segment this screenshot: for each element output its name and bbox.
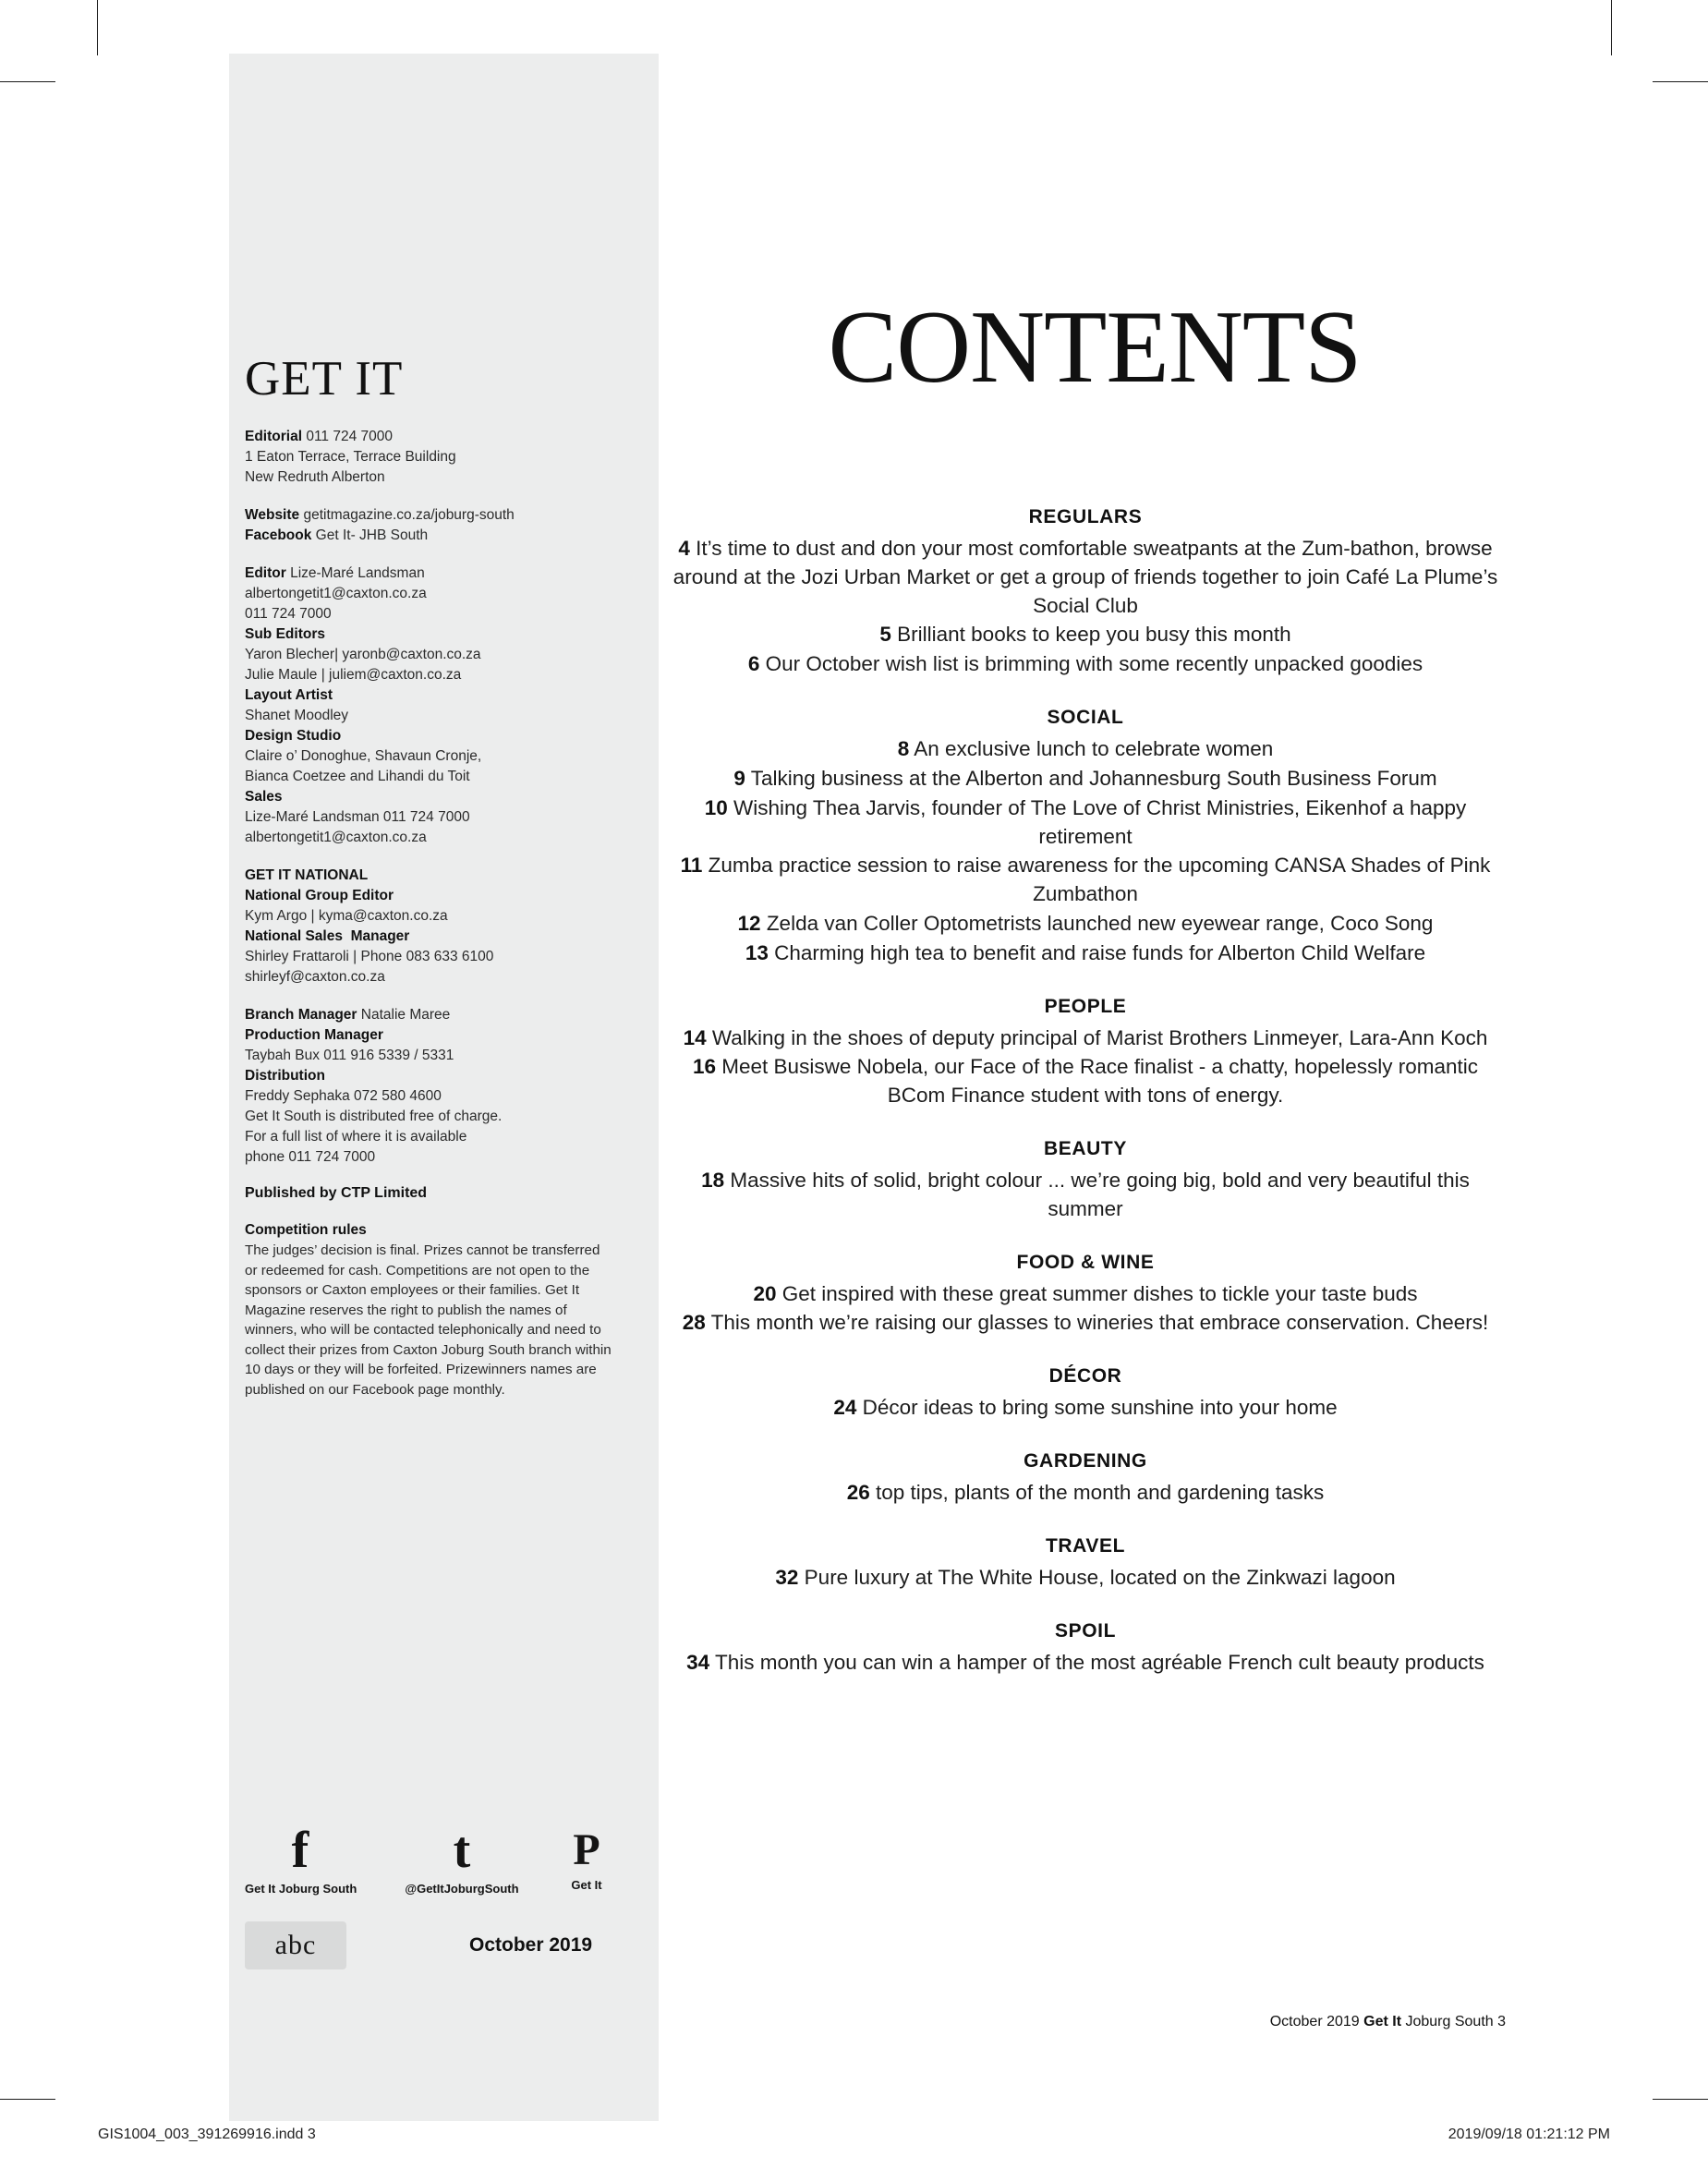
- social-twitter-label: @GetItJoburgSouth: [405, 1882, 519, 1896]
- print-slug-right: 2019/09/18 01:21:12 PM: [1448, 2126, 1610, 2142]
- toc-entry[interactable]: [665, 910, 1506, 939]
- masthead-line: [245, 1147, 633, 1168]
- toc-entry[interactable]: [665, 1167, 1506, 1224]
- toc-entry-page: 9: [733, 766, 745, 790]
- masthead-line-label: Design Studio: [245, 728, 342, 744]
- masthead-line-value: Get It- JHB South: [311, 527, 429, 543]
- masthead-line: [245, 563, 633, 584]
- masthead-line: [245, 726, 633, 746]
- footer-prefix: October 2019: [1269, 2014, 1364, 2030]
- toc-entry-text: Walking in the shoes of deputy principal of Marist Brothers Linmeyer, Lara-Ann Koch: [706, 1025, 1488, 1049]
- masthead-line: [245, 787, 633, 807]
- masthead-line-value: Lize-Maré Landsman 011 724 7000: [245, 809, 470, 825]
- masthead-line-value: Bianca Coetzee and Lihandi du Toit: [245, 769, 470, 784]
- toc-section-heading: REGULARS: [1028, 506, 1143, 527]
- masthead-line-label: National Group Editor: [245, 888, 394, 903]
- masthead-line-label: Production Manager: [245, 1027, 383, 1043]
- masthead-block: [245, 505, 633, 546]
- page-footer: [665, 2014, 1506, 2030]
- page-title: CONTENTS: [828, 290, 1362, 405]
- toc-entry-page: 10: [704, 795, 728, 819]
- print-slug-left: GIS1004_003_391269916.indd 3: [98, 2126, 316, 2142]
- social-facebook[interactable]: [245, 1824, 356, 1896]
- toc-section-heading: FOOD & WINE: [1016, 1251, 1155, 1273]
- toc-section: [665, 1620, 1506, 1678]
- toc-entry-page: 26: [846, 1481, 870, 1505]
- masthead-line-value: 1 Eaton Terrace, Terrace Building: [245, 449, 456, 465]
- toc-entry-page: 11: [680, 854, 703, 878]
- masthead-line-label: Editor: [245, 565, 286, 581]
- masthead-line-value: phone 011 724 7000: [245, 1149, 376, 1165]
- masthead-line-value: Lize-Maré Landsman: [285, 565, 425, 581]
- toc-entry-text: Pure luxury at The White House, located on the Zinkwazi lagoon: [798, 1565, 1396, 1589]
- toc-entry-page: 8: [897, 737, 910, 761]
- masthead-line: [245, 624, 633, 645]
- magazine-logo: GET IT: [245, 352, 404, 406]
- toc-entry[interactable]: [665, 621, 1506, 649]
- toc-entry[interactable]: [665, 535, 1506, 620]
- toc-entry[interactable]: [665, 1479, 1506, 1508]
- masthead-line-value: 011 724 7000: [302, 429, 393, 444]
- toc-entry-page: 4: [678, 537, 690, 560]
- table-of-contents: [665, 506, 1506, 1705]
- masthead-line-label: Editorial: [245, 429, 303, 444]
- masthead-line-value: getitmagazine.co.za/joburg-south: [299, 507, 515, 523]
- toc-entry[interactable]: [665, 650, 1506, 679]
- crop-mark: [97, 0, 98, 55]
- toc-entry[interactable]: [665, 1280, 1506, 1309]
- toc-entry[interactable]: [665, 765, 1506, 794]
- masthead-line: [245, 1025, 633, 1046]
- masthead-line-value: shirleyf@caxton.co.za: [245, 969, 385, 985]
- toc-entry[interactable]: [665, 1024, 1506, 1053]
- toc-entry-text: Décor ideas to bring some sunshine into your home: [856, 1396, 1338, 1420]
- masthead-line: [245, 427, 633, 447]
- toc-section-heading: TRAVEL: [1045, 1534, 1126, 1557]
- masthead-line: [245, 505, 633, 526]
- masthead-block: [245, 563, 633, 848]
- masthead-line-value: Claire o’ Donoghue, Shavaun Cronje,: [245, 748, 482, 764]
- masthead-line: [245, 866, 633, 886]
- toc-section: [665, 996, 1506, 1110]
- toc-entry[interactable]: [665, 1053, 1506, 1110]
- toc-section: [665, 1450, 1506, 1508]
- toc-entry[interactable]: [665, 794, 1506, 852]
- toc-entry-text: Brilliant books to keep you busy this month: [890, 623, 1291, 647]
- masthead-line-value: Julie Maule | juliem@caxton.co.za: [245, 667, 462, 683]
- toc-entry[interactable]: [665, 1649, 1506, 1678]
- toc-section-heading: BEAUTY: [1044, 1138, 1127, 1159]
- masthead-line-label: National Sales Manager: [245, 928, 410, 944]
- masthead-line: [245, 886, 633, 906]
- social-pinterest[interactable]: [550, 1825, 624, 1892]
- footer-brand: Get It: [1363, 2014, 1402, 2030]
- toc-entry-text: This month you can win a hamper of the most agréable French cult beauty products: [709, 1650, 1484, 1674]
- toc-entry-page: 28: [682, 1311, 706, 1335]
- social-facebook-label: Get It Joburg South: [245, 1882, 357, 1896]
- masthead-line: [245, 1005, 633, 1025]
- masthead-line-value: albertongetit1@caxton.co.za: [245, 830, 427, 845]
- masthead-line: [245, 467, 633, 488]
- masthead-line: [245, 1127, 633, 1147]
- toc-entry-text: Meet Busiswe Nobela, our Face of the Race finalist - a chatty, hopelessly romantic BCom Finance student with tons of energy.: [716, 1055, 1478, 1108]
- masthead-line-value: albertongetit1@caxton.co.za: [245, 586, 427, 601]
- masthead-line-value: Yaron Blecher| yaronb@caxton.co.za: [245, 647, 481, 662]
- masthead-line-value: Shirley Frattaroli | Phone 083 633 6100: [245, 949, 494, 964]
- masthead-block: [245, 1005, 633, 1168]
- toc-section-heading: DÉCOR: [1048, 1365, 1122, 1387]
- toc-section: [665, 707, 1506, 968]
- masthead-line-label: Branch Manager: [245, 1007, 357, 1023]
- masthead-line: [245, 967, 633, 988]
- toc-entry-text: An exclusive lunch to celebrate women: [909, 737, 1274, 761]
- social-pinterest-label: Get It: [571, 1878, 602, 1892]
- abc-logo: abc: [245, 1921, 346, 1969]
- masthead-line-label: Facebook: [245, 527, 312, 543]
- toc-entry-page: 12: [737, 911, 761, 935]
- toc-entry-page: 32: [775, 1565, 799, 1589]
- masthead-line-value: 011 724 7000: [245, 606, 332, 622]
- published-by: Published by CTP Limited: [245, 1185, 428, 1201]
- masthead-line-value: For a full list of where it is available: [245, 1129, 467, 1145]
- masthead-line: [245, 1107, 633, 1127]
- facebook-icon: f: [291, 1822, 309, 1879]
- crop-mark: [1653, 2099, 1708, 2100]
- social-twitter[interactable]: [397, 1824, 527, 1896]
- toc-entry-page: 6: [747, 652, 760, 676]
- masthead-line-label: Layout Artist: [245, 687, 333, 703]
- masthead-line: [245, 1066, 633, 1086]
- crop-mark: [1611, 0, 1612, 55]
- toc-section: [665, 1535, 1506, 1593]
- masthead-line: [245, 604, 633, 624]
- masthead-line: [245, 906, 633, 927]
- competition-rules-title: Competition rules: [245, 1222, 367, 1238]
- toc-section-heading: SPOIL: [1054, 1619, 1116, 1642]
- masthead-line: [245, 526, 633, 546]
- toc-entry-text: It’s time to dust and don your most comfortable sweatpants at the Zum-bathon, browse around at the Jozi Urban Market or get a group of friends together to join Café La Plume’s Social Club: [672, 537, 1498, 617]
- toc-entry-text: Our October wish list is brimming with some recently unpacked goodies: [759, 652, 1423, 676]
- masthead-line: [245, 584, 633, 604]
- masthead-line-value: Taybah Bux 011 916 5339 / 5331: [245, 1048, 454, 1063]
- masthead-line: [245, 1086, 633, 1107]
- toc-entry-text: Charming high tea to benefit and raise funds for Alberton Child Welfare: [768, 940, 1426, 964]
- toc-section: [665, 1365, 1506, 1423]
- masthead-line: [245, 807, 633, 828]
- pinterest-icon: P: [573, 1825, 600, 1874]
- masthead-block: [245, 427, 633, 488]
- toc-entry-page: 16: [693, 1055, 717, 1079]
- masthead-line: [245, 645, 633, 665]
- toc-entry[interactable]: [665, 1564, 1506, 1593]
- toc-entry-page: 18: [701, 1169, 725, 1192]
- toc-entry[interactable]: [665, 1309, 1506, 1338]
- toc-entry-page: 14: [683, 1025, 707, 1049]
- toc-entry[interactable]: [665, 939, 1506, 968]
- masthead-line: [245, 1046, 633, 1066]
- crop-mark: [0, 81, 55, 82]
- masthead-content: [245, 351, 642, 1400]
- masthead-line-value: Shanet Moodley: [245, 708, 349, 723]
- toc-section: [665, 1138, 1506, 1224]
- toc-entry-page: 13: [745, 940, 769, 964]
- masthead-line: [245, 828, 633, 848]
- toc-entry-text: top tips, plants of the month and gardening tasks: [869, 1481, 1325, 1505]
- masthead-line-value: Freddy Sephaka 072 580 4600: [245, 1088, 442, 1104]
- toc-section-heading: PEOPLE: [1044, 995, 1127, 1017]
- toc-entry[interactable]: [665, 1394, 1506, 1423]
- toc-section-heading: GARDENING: [1024, 1450, 1147, 1472]
- toc-entry-page: 24: [833, 1396, 857, 1420]
- toc-entry-page: 5: [879, 623, 891, 647]
- masthead-line: [245, 927, 633, 947]
- toc-entry[interactable]: [665, 852, 1506, 909]
- masthead-line: [245, 685, 633, 706]
- masthead-block: [245, 866, 633, 988]
- masthead-line-label: GET IT NATIONAL: [245, 867, 369, 883]
- masthead-credits: [245, 427, 642, 1168]
- crop-mark: [1653, 81, 1708, 82]
- masthead-line: [245, 947, 633, 967]
- toc-entry-text: Zelda van Coller Optometrists launched new eyewear range, Coco Song: [760, 911, 1434, 935]
- issue-date: October 2019: [469, 1934, 593, 1956]
- masthead-line: [245, 665, 633, 685]
- masthead-line: [245, 706, 633, 726]
- toc-entry-text: Massive hits of solid, bright colour ... we’re going big, bold and very beautiful this summer: [724, 1169, 1470, 1220]
- masthead-line: [245, 746, 633, 767]
- toc-entry[interactable]: [665, 735, 1506, 764]
- masthead-line-value: Natalie Maree: [357, 1007, 451, 1023]
- twitter-icon: t: [453, 1822, 471, 1879]
- masthead-line-value: Get It South is distributed free of charge.: [245, 1109, 503, 1124]
- toc-entry-text: Wishing Thea Jarvis, founder of The Love of Christ Ministries, Eikenhof a happy retirement: [727, 795, 1467, 848]
- toc-entry-text: This month we’re raising our glasses to wineries that embrace conservation. Cheers!: [705, 1311, 1489, 1335]
- footer-suffix: Joburg South 3: [1401, 2014, 1506, 2030]
- masthead-line-label: Distribution: [245, 1068, 325, 1084]
- toc-entry-page: 20: [753, 1281, 777, 1305]
- toc-section-heading: SOCIAL: [1047, 707, 1124, 729]
- masthead-line-value: New Redruth Alberton: [245, 469, 385, 485]
- masthead-line: [245, 767, 633, 787]
- toc-section: [665, 506, 1506, 679]
- masthead-line-label: Sales: [245, 789, 283, 805]
- toc-entry-page: 34: [686, 1650, 710, 1674]
- competition-rules-body: The judges’ decision is final. Prizes cannot be transferred or redeemed for cash. Competitions are not open to the sponsors or Caxton employees or their families. Get It Magazine reserves the right to publish the names of winners, who will be contacted telephonically and need to collect their prizes from Caxton Joburg South branch within 10 days or they will be forfeited. Prizewinners names are published on our Facebook page monthly.: [245, 1242, 612, 1399]
- masthead-line-label: Website: [245, 507, 300, 523]
- toc-entry-text: Talking business at the Alberton and Johannesburg South Business Forum: [745, 766, 1437, 790]
- toc-entry-text: Get inspired with these great summer dishes to tickle your taste buds: [776, 1281, 1418, 1305]
- masthead-line-label: Sub Editors: [245, 626, 325, 642]
- toc-section: [665, 1252, 1506, 1339]
- masthead-line: [245, 447, 633, 467]
- masthead-line-value: Kym Argo | kyma@caxton.co.za: [245, 908, 448, 924]
- crop-mark: [0, 2099, 55, 2100]
- toc-entry-text: Zumba practice session to raise awareness for the upcoming CANSA Shades of Pink Zumbathon: [702, 854, 1491, 906]
